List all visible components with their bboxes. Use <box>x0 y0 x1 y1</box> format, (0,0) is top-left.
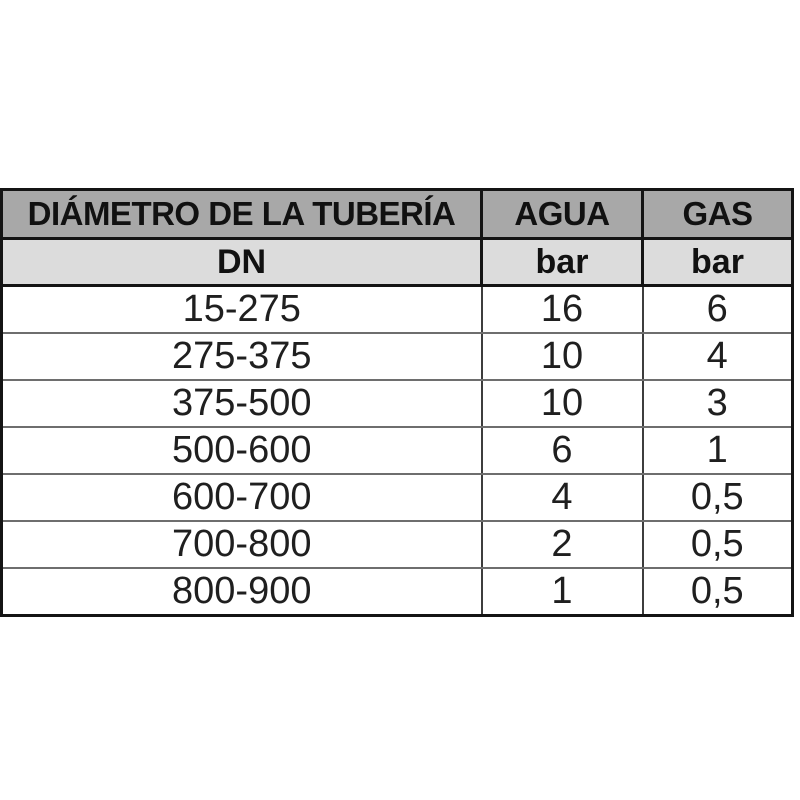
cell-gas: 1 <box>643 427 793 474</box>
cell-gas: 0,5 <box>643 474 793 521</box>
cell-agua: 10 <box>482 380 643 427</box>
header-row-titles <box>2 190 793 239</box>
cell-dn: 15-275 <box>2 286 482 334</box>
pressure-rating-table <box>0 188 794 617</box>
cell-gas: 3 <box>643 380 793 427</box>
cell-agua: 6 <box>482 427 643 474</box>
header-pipe-diameter: DIÁMETRO DE LA TUBERÍA <box>2 190 482 239</box>
cell-dn: 700-800 <box>2 521 482 568</box>
table-row <box>2 333 793 380</box>
cell-dn: 275-375 <box>2 333 482 380</box>
cell-gas: 6 <box>643 286 793 334</box>
cell-agua: 10 <box>482 333 643 380</box>
cell-agua: 1 <box>482 568 643 616</box>
header-row-units <box>2 239 793 286</box>
table-row <box>2 380 793 427</box>
cell-dn: 600-700 <box>2 474 482 521</box>
header-gas-unit: bar <box>643 239 793 286</box>
table-row <box>2 568 793 616</box>
cell-agua: 4 <box>482 474 643 521</box>
cell-agua: 16 <box>482 286 643 334</box>
cell-dn: 500-600 <box>2 427 482 474</box>
header-dn: DN <box>2 239 482 286</box>
cell-gas: 0,5 <box>643 568 793 616</box>
table-row <box>2 286 793 334</box>
header-agua: AGUA <box>482 190 643 239</box>
cell-gas: 4 <box>643 333 793 380</box>
cell-gas: 0,5 <box>643 521 793 568</box>
header-agua-unit: bar <box>482 239 643 286</box>
cell-agua: 2 <box>482 521 643 568</box>
table-row <box>2 521 793 568</box>
cell-dn: 375-500 <box>2 380 482 427</box>
table-row <box>2 474 793 521</box>
table-row <box>2 427 793 474</box>
header-gas: GAS <box>643 190 793 239</box>
cell-dn: 800-900 <box>2 568 482 616</box>
